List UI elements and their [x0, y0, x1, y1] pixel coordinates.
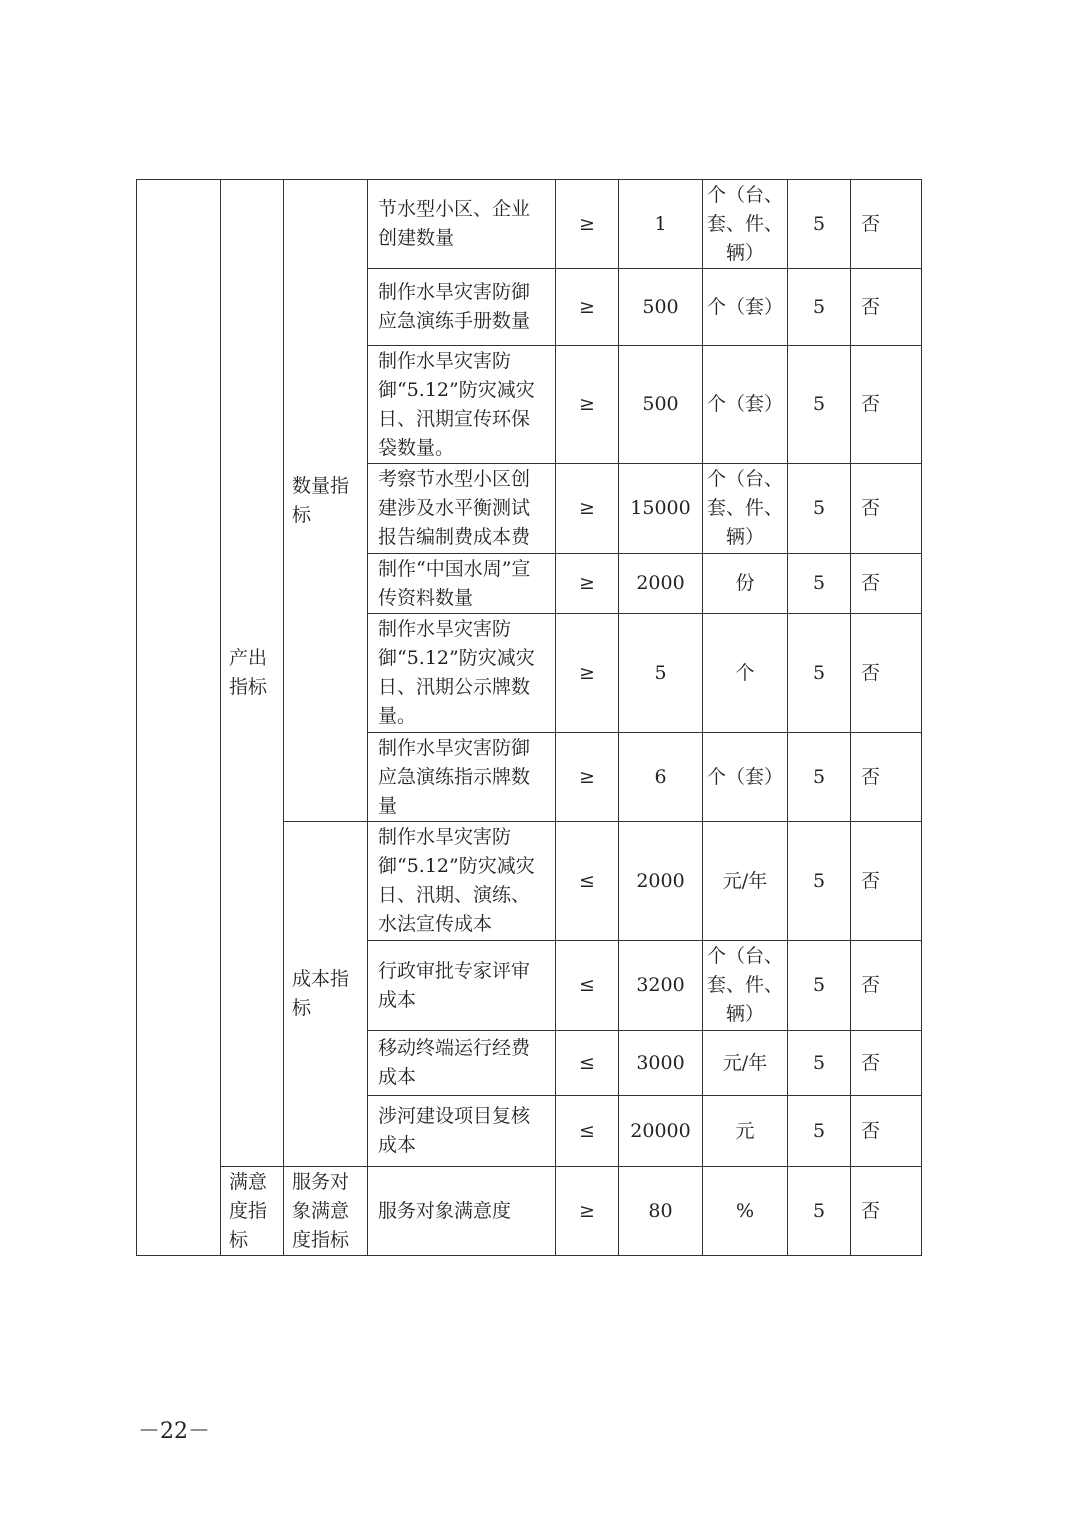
indicator-name: 考察节水型小区创建涉及水平衡测试报告编制费成本费 — [368, 464, 556, 554]
score: 5 — [788, 1031, 851, 1096]
level3-indicator: 数量指标 — [284, 180, 368, 822]
target-value: 500 — [619, 269, 703, 346]
core-indicator-flag: 否 — [851, 822, 922, 941]
target-value: 1 — [619, 180, 703, 269]
target-value: 15000 — [619, 464, 703, 554]
indicator-name: 制作水旱灾害防御“5.12”防灾减灾日、汛期、演练、水法宣传成本 — [368, 822, 556, 941]
operator: ≥ — [556, 269, 619, 346]
indicator-name: 服务对象满意度 — [368, 1167, 556, 1256]
score: 5 — [788, 1167, 851, 1256]
core-indicator-flag: 否 — [851, 1096, 922, 1167]
operator: ≥ — [556, 180, 619, 269]
level2-indicator: 满意度指标 — [221, 1167, 284, 1256]
core-indicator-flag: 否 — [851, 346, 922, 464]
operator: ≥ — [556, 346, 619, 464]
table-row — [137, 1167, 922, 1256]
core-indicator-flag: 否 — [851, 733, 922, 822]
unit: 个 — [703, 614, 788, 733]
unit: 个（台、套、件、辆） — [703, 941, 788, 1031]
core-indicator-flag: 否 — [851, 269, 922, 346]
indicator-name: 制作水旱灾害防御应急演练指示牌数量 — [368, 733, 556, 822]
score: 5 — [788, 346, 851, 464]
core-indicator-flag: 否 — [851, 554, 922, 614]
unit: 元 — [703, 1096, 788, 1167]
target-value: 80 — [619, 1167, 703, 1256]
score: 5 — [788, 180, 851, 269]
core-indicator-flag: 否 — [851, 1031, 922, 1096]
operator: ≥ — [556, 614, 619, 733]
target-value: 2000 — [619, 554, 703, 614]
target-value: 3000 — [619, 1031, 703, 1096]
level3-indicator: 服务对象满意度指标 — [284, 1167, 368, 1256]
score: 5 — [788, 269, 851, 346]
performance-indicator-table — [136, 179, 922, 1256]
target-value: 6 — [619, 733, 703, 822]
score: 5 — [788, 1096, 851, 1167]
level1-cell — [137, 180, 221, 1256]
target-value: 500 — [619, 346, 703, 464]
score: 5 — [788, 464, 851, 554]
indicator-name: 移动终端运行经费成本 — [368, 1031, 556, 1096]
unit: 个（套） — [703, 733, 788, 822]
indicator-name: 制作“中国水周”宣传资料数量 — [368, 554, 556, 614]
unit: 元/年 — [703, 1031, 788, 1096]
operator: ≥ — [556, 733, 619, 822]
target-value: 5 — [619, 614, 703, 733]
indicator-name: 制作水旱灾害防御应急演练手册数量 — [368, 269, 556, 346]
indicator-name: 涉河建设项目复核成本 — [368, 1096, 556, 1167]
core-indicator-flag: 否 — [851, 1167, 922, 1256]
operator: ≤ — [556, 941, 619, 1031]
unit: 元/年 — [703, 822, 788, 941]
score: 5 — [788, 614, 851, 733]
core-indicator-flag: 否 — [851, 941, 922, 1031]
indicator-name: 行政审批专家评审成本 — [368, 941, 556, 1031]
unit: 份 — [703, 554, 788, 614]
operator: ≥ — [556, 464, 619, 554]
level2-indicator: 产出指标 — [221, 180, 284, 1167]
core-indicator-flag: 否 — [851, 464, 922, 554]
target-value: 20000 — [619, 1096, 703, 1167]
unit: 个（台、套、件、辆） — [703, 464, 788, 554]
unit: % — [703, 1167, 788, 1256]
operator: ≤ — [556, 822, 619, 941]
page-number: －22－ — [138, 1419, 210, 1444]
operator: ≥ — [556, 1167, 619, 1256]
target-value: 3200 — [619, 941, 703, 1031]
core-indicator-flag: 否 — [851, 614, 922, 733]
score: 5 — [788, 733, 851, 822]
target-value: 2000 — [619, 822, 703, 941]
core-indicator-flag: 否 — [851, 180, 922, 269]
indicator-name: 制作水旱灾害防御“5.12”防灾减灾日、汛期公示牌数量。 — [368, 614, 556, 733]
unit: 个（套） — [703, 269, 788, 346]
operator: ≥ — [556, 554, 619, 614]
score: 5 — [788, 941, 851, 1031]
indicator-name: 节水型小区、企业创建数量 — [368, 180, 556, 269]
unit: 个（台、套、件、辆） — [703, 180, 788, 269]
operator: ≤ — [556, 1096, 619, 1167]
table-row — [137, 180, 922, 269]
score: 5 — [788, 822, 851, 941]
score: 5 — [788, 554, 851, 614]
indicator-name: 制作水旱灾害防御“5.12”防灾减灾日、汛期宣传环保袋数量。 — [368, 346, 556, 464]
unit: 个（套） — [703, 346, 788, 464]
operator: ≤ — [556, 1031, 619, 1096]
level3-indicator: 成本指标 — [284, 822, 368, 1167]
